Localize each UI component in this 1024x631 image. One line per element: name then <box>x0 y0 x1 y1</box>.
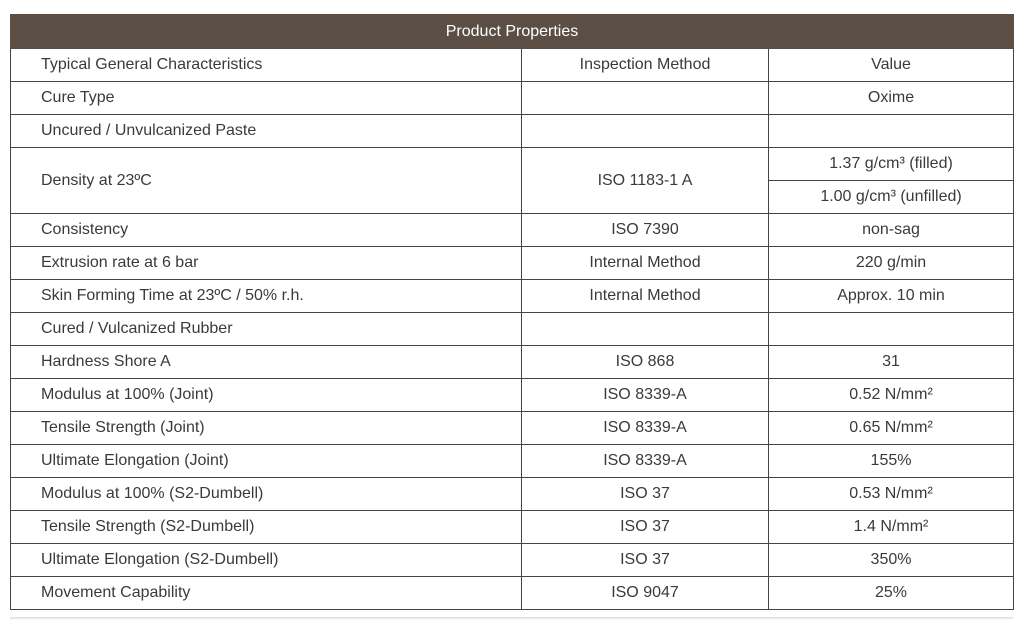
table-row <box>11 379 1014 412</box>
characteristic-cell: Tensile Strength (S2-Dumbell) <box>11 511 522 544</box>
value-cell: 1.4 N/mm² <box>769 511 1014 544</box>
table-row <box>11 82 1014 115</box>
characteristic-cell: Uncured / Unvulcanized Paste <box>11 115 522 148</box>
table-row <box>11 313 1014 346</box>
table-row <box>11 544 1014 577</box>
method-cell: ISO 37 <box>522 478 769 511</box>
characteristic-cell: Hardness Shore A <box>11 346 522 379</box>
table-row <box>11 280 1014 313</box>
value-cell: 31 <box>769 346 1014 379</box>
value-cell: 0.53 N/mm² <box>769 478 1014 511</box>
value-cell <box>769 313 1014 346</box>
value-cell: 0.65 N/mm² <box>769 412 1014 445</box>
value-cell: 155% <box>769 445 1014 478</box>
table-row <box>11 412 1014 445</box>
value-cell: 1.37 g/cm³ (filled) <box>769 148 1014 181</box>
characteristic-cell: Cure Type <box>11 82 522 115</box>
value-cell: 350% <box>769 544 1014 577</box>
table-row <box>11 115 1014 148</box>
method-cell <box>522 82 769 115</box>
method-cell: ISO 1183-1 A <box>522 148 769 214</box>
characteristic-cell: Skin Forming Time at 23ºC / 50% r.h. <box>11 280 522 313</box>
method-cell: ISO 37 <box>522 544 769 577</box>
method-cell <box>522 313 769 346</box>
table-row <box>11 577 1014 610</box>
characteristic-cell: Movement Capability <box>11 577 522 610</box>
table-row <box>11 445 1014 478</box>
method-cell: ISO 37 <box>522 511 769 544</box>
characteristic-cell: Tensile Strength (Joint) <box>11 412 522 445</box>
header-characteristic: Typical General Characteristics <box>11 49 522 82</box>
value-cell: 0.52 N/mm² <box>769 379 1014 412</box>
header-row <box>11 49 1014 82</box>
header-value: Value <box>769 49 1014 82</box>
table-row <box>11 478 1014 511</box>
method-cell: ISO 868 <box>522 346 769 379</box>
value-cell: non-sag <box>769 214 1014 247</box>
value-cell <box>769 115 1014 148</box>
table-row <box>11 148 1014 181</box>
method-cell: ISO 8339-A <box>522 379 769 412</box>
method-cell: ISO 9047 <box>522 577 769 610</box>
method-cell: Internal Method <box>522 247 769 280</box>
characteristic-cell: Extrusion rate at 6 bar <box>11 247 522 280</box>
table-row <box>11 247 1014 280</box>
characteristic-cell: Ultimate Elongation (S2-Dumbell) <box>11 544 522 577</box>
table-row <box>11 511 1014 544</box>
characteristic-cell: Consistency <box>11 214 522 247</box>
method-cell: Internal Method <box>522 280 769 313</box>
method-cell: ISO 8339-A <box>522 445 769 478</box>
value-cell: 220 g/min <box>769 247 1014 280</box>
title-row <box>11 15 1014 49</box>
value-cell: Approx. 10 min <box>769 280 1014 313</box>
method-cell: ISO 7390 <box>522 214 769 247</box>
value-cell: 1.00 g/cm³ (unfilled) <box>769 181 1014 214</box>
table-bottom-shadow <box>10 617 1013 620</box>
product-properties-table <box>10 14 1014 610</box>
characteristic-cell: Density at 23ºC <box>11 148 522 214</box>
method-cell <box>522 115 769 148</box>
header-method: Inspection Method <box>522 49 769 82</box>
method-cell: ISO 8339-A <box>522 412 769 445</box>
value-cell: Oxime <box>769 82 1014 115</box>
value-cell: 25% <box>769 577 1014 610</box>
characteristic-cell: Modulus at 100% (S2-Dumbell) <box>11 478 522 511</box>
characteristic-cell: Ultimate Elongation (Joint) <box>11 445 522 478</box>
table-title: Product Properties <box>11 15 1014 49</box>
characteristic-cell: Modulus at 100% (Joint) <box>11 379 522 412</box>
table-row <box>11 346 1014 379</box>
table-row <box>11 214 1014 247</box>
characteristic-cell: Cured / Vulcanized Rubber <box>11 313 522 346</box>
